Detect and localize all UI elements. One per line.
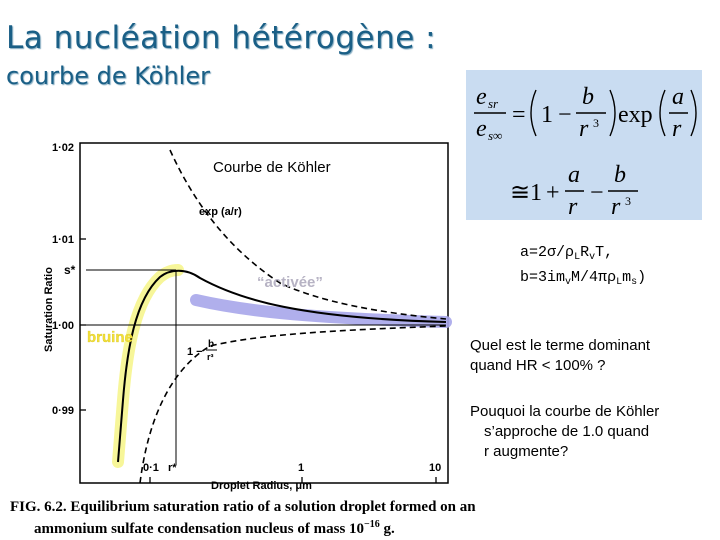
exp-label: exp (a/r) xyxy=(199,206,242,218)
formula-cube: 3 xyxy=(593,116,599,130)
ytick-102: 1·02 xyxy=(52,142,75,154)
param-b-line: $b=3im_vM/4\pi\rho_Lm_s$) xyxy=(520,269,647,288)
solute-label-b: b xyxy=(208,339,215,350)
xtick-01: 0·1 xyxy=(143,462,159,474)
formula-one-b: 1 xyxy=(530,180,542,206)
xtick-10: 10 xyxy=(429,462,442,474)
formula-lhs-num: e xyxy=(476,84,487,110)
ytick-101: 1·01 xyxy=(52,234,75,246)
formula-lhs-den-sub: s∞ xyxy=(488,128,503,143)
figure-caption: FIG. 6.2. Equilibrium saturation ratio of a solution droplet formed on an ammonium sulfate condensation nucleus of mass $10^{-16}$ g. xyxy=(10,499,476,537)
bruine-label: bruine xyxy=(87,329,133,346)
x-axis-label: Droplet Radius, μm xyxy=(211,480,312,492)
formula-b-b: b xyxy=(614,162,626,188)
formula-lhs-num-sub: sr xyxy=(488,96,499,111)
formula-b: b xyxy=(582,84,594,110)
parameter-definitions xyxy=(520,243,646,293)
formula-cube-b: 3 xyxy=(625,194,631,208)
formula-lhs-den: e xyxy=(476,116,487,142)
formula-equals: = xyxy=(512,102,526,128)
kohler-formula xyxy=(466,70,702,220)
formula-plus: + xyxy=(546,180,560,206)
inset-title: Courbe de Köhler xyxy=(213,159,331,176)
kohler-formula-box xyxy=(466,70,702,220)
sstar-label: s* xyxy=(64,263,76,277)
formula-r: r xyxy=(579,116,589,142)
solute-label-prefix: 1 − xyxy=(187,346,203,358)
formula-approx: ≅ xyxy=(510,180,531,206)
param-a-line: $a=2\sigma/\rho_LR_vT$, xyxy=(520,244,614,263)
activee-label: “activée” xyxy=(257,274,323,291)
xtick-1: 1 xyxy=(298,462,305,474)
ytick-100: 1·00 xyxy=(52,320,75,332)
xtick-rstar: r* xyxy=(168,462,177,474)
question-dominant-term: Quel est le terme dominant quand HR < 100% ? xyxy=(470,337,651,374)
ytick-099: 0·99 xyxy=(52,405,75,417)
solute-label-r3: r³ xyxy=(207,352,214,362)
formula-a-b: a xyxy=(568,162,580,188)
question-curve-approach: Pouquoi la courbe de Köhler s’approche de 1.0 quand r augmente? xyxy=(470,403,660,460)
formula-one: 1 xyxy=(541,102,553,128)
slide-title: La nucléation hétérogène : xyxy=(6,20,437,56)
y-axis-label: Saturation Ratio xyxy=(43,267,55,352)
formula-r-b: r xyxy=(568,194,578,220)
formula-minus: − xyxy=(558,102,572,128)
formula-r2: r xyxy=(672,116,682,142)
formula-minus-b: − xyxy=(590,180,604,206)
formula-a: a xyxy=(672,84,684,110)
slide-subtitle: courbe de Köhler xyxy=(6,62,210,90)
formula-r-b2: r xyxy=(611,194,621,220)
formula-exp: exp xyxy=(618,102,653,128)
